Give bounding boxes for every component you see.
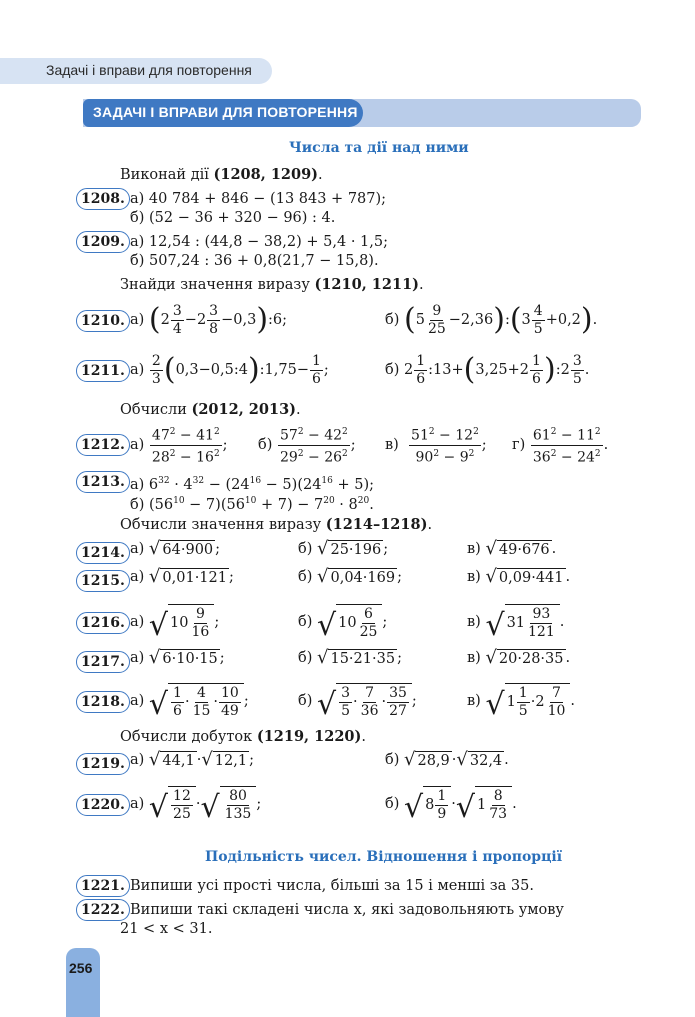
problem-1217 [76,651,130,673]
problem-1208-b: б) (52 − 36 + 320 − 96) : 4. [130,210,336,226]
problem-1220-a: а) √ $\frac{12}{25}$ · √ $\frac{80}{135}$ ; [130,787,262,825]
problem-1210 [76,310,130,332]
problem-number-1220: 1220. [76,794,130,816]
problem-1212 [76,434,130,456]
problem-number-1217: 1217. [76,651,130,673]
problem-1209-b: б) 507,24 : 36 + 0,8(21,7 − 15,8). [130,253,379,269]
problem-1218-a: а) √ $\frac{1}{6}$ · $\frac{4}{15}$ · $\frac{10}{49}$ ; [130,684,249,722]
problem-1208 [76,188,130,210]
intro-1210: Знайди значення виразу (1210, 1211). [120,276,424,293]
running-header-title: Задачі і вправи для повторення [46,62,252,78]
problem-1211-b: б) 2 $\frac{1}{6}$ :13+ ( 3,25+2 $\frac{1}{6}$ ) :2 $\frac{3}{5}$ . [385,352,590,387]
problem-number-1209: 1209. [76,231,130,253]
page-number-tab [66,948,100,1017]
running-header [0,58,272,84]
intro-1219: Обчисли добуток (1219, 1220). [120,728,366,745]
problem-number-1219: 1219. [76,753,130,775]
problem-1212-d: г) $\frac{61^2 - 11^2}{36^2 - 24^2}$ . [512,424,608,466]
problem-1218-c: в) √ 1 $\frac{1}{5}$ ·2 $\frac{7}{10}$ . [467,684,575,722]
problem-1215-a: а) √ 0,01·121 ; [130,566,234,587]
problem-1216 [76,612,130,634]
problem-1220 [76,794,130,816]
problem-1217-b: б) √ 15·21·35 ; [298,647,402,668]
problem-1215 [76,570,130,592]
problem-1219-b: б) √ 28,9 · √ 32,4 . [385,749,509,770]
intro-1214: Обчисли значення виразу (1214–1218). [120,516,433,533]
problem-1208-a: а) 40 784 + 846 − (13 843 + 787); [130,191,387,207]
problem-1212-c: в) $\frac{51^2 - 12^2}{90^2 - 9^2}$ ; [385,424,487,466]
intro-1208: Виконай дії (1208, 1209). [120,166,323,183]
problem-number-1213: 1213. [76,471,130,493]
problem-1220-b: б) √ 8 $\frac{1}{9}$ · √ 1 $\frac{8}{73}$ . [385,787,517,825]
problem-1218 [76,691,130,713]
problem-1222-condition: 21 < x < 31. [120,921,213,937]
problem-1222-text: Випиши такі складені числа x, які задовольняють умову [130,902,564,918]
problem-1215-b: б) √ 0,04·169 ; [298,566,402,587]
problem-1213-a: а) $6^{32} \cdot 4^{32} - (24^{16} - 5)(24^{16} + 5)$; [130,476,375,493]
page-number: 256 [69,960,93,976]
subheading-numbers: Числа та дії над ними [289,140,469,156]
problem-number-1222: 1222. [76,899,130,921]
problem-1221 [76,875,130,897]
problem-1213-b: б) $(56^{10} - 7)(56^{10} + 7) - 7^{20} \cdot 8^{20}$. [130,496,374,513]
problem-1216-b: б) √ 10 $\frac{6}{25}$ ; [298,605,388,643]
problem-1218-b: б) √ $\frac{3}{5}$ · $\frac{7}{36}$ · $\frac{35}{27}$ ; [298,684,417,722]
section-title-bar [83,99,363,127]
problem-1210-b: б) ( 5 $\frac{9}{25}$ −2,36 ) : ( 3 $\frac{4}{5}$ +0,2 ) . [385,302,598,337]
problem-1222 [76,899,130,921]
problem-1221-text: Випиши усі прості числа, більші за 15 і менші за 35. [130,878,534,894]
problem-1209 [76,231,130,253]
problem-1217-a: а) √ 6·10·15 ; [130,647,225,668]
problem-number-1210: 1210. [76,310,130,332]
problem-number-1216: 1216. [76,612,130,634]
problem-1214 [76,542,130,564]
problem-number-1221: 1221. [76,875,130,897]
problem-1210-a: а) ( 2 $\frac{3}{4}$ −2 $\frac{3}{8}$ −0,3 ) :6; [130,302,288,337]
problem-1217-c: в) √ 20·28·35 . [467,647,571,668]
problem-1211 [76,360,130,382]
intro-2012: Обчисли (2012, 2013). [120,401,301,418]
problem-number-1215: 1215. [76,570,130,592]
problem-1219 [76,753,130,775]
problem-1214-a: а) √ 64·900 ; [130,538,221,559]
problem-number-1211: 1211. [76,360,130,382]
problem-1216-c: в) √ 31 $\frac{93}{121}$ . [467,605,565,643]
subheading-divisibility: Подільність чисел. Відношення і пропорції [205,849,563,865]
problem-1214-b: б) √ 25·196 ; [298,538,389,559]
problem-1215-c: в) √ 0,09·441 . [467,566,571,587]
problem-number-1208: 1208. [76,188,130,210]
section-title: ЗАДАЧІ І ВПРАВИ ДЛЯ ПОВТОРЕННЯ [93,104,358,120]
problem-1212-a: а) $\frac{47^2 - 41^2}{28^2 - 16^2}$ ; [130,424,228,466]
problem-1216-a: а) √ 10 $\frac{9}{16}$ ; [130,605,220,643]
problem-1219-a: а) √ 44,1 · √ 12,1 ; [130,749,254,770]
problem-1213 [76,471,130,493]
problem-number-1218: 1218. [76,691,130,713]
problem-number-1212: 1212. [76,434,130,456]
problem-1212-b: б) $\frac{57^2 - 42^2}{29^2 - 26^2}$ ; [258,424,356,466]
problem-1214-c: в) √ 49·676 . [467,538,557,559]
problem-1209-a: а) 12,54 : (44,8 − 38,2) + 5,4 · 1,5; [130,234,388,250]
problem-1211-a: а) $\frac{2}{3}$ ( 0,3−0,5:4 ) :1,75− $\frac{1}{6}$ ; [130,352,329,387]
problem-number-1214: 1214. [76,542,130,564]
